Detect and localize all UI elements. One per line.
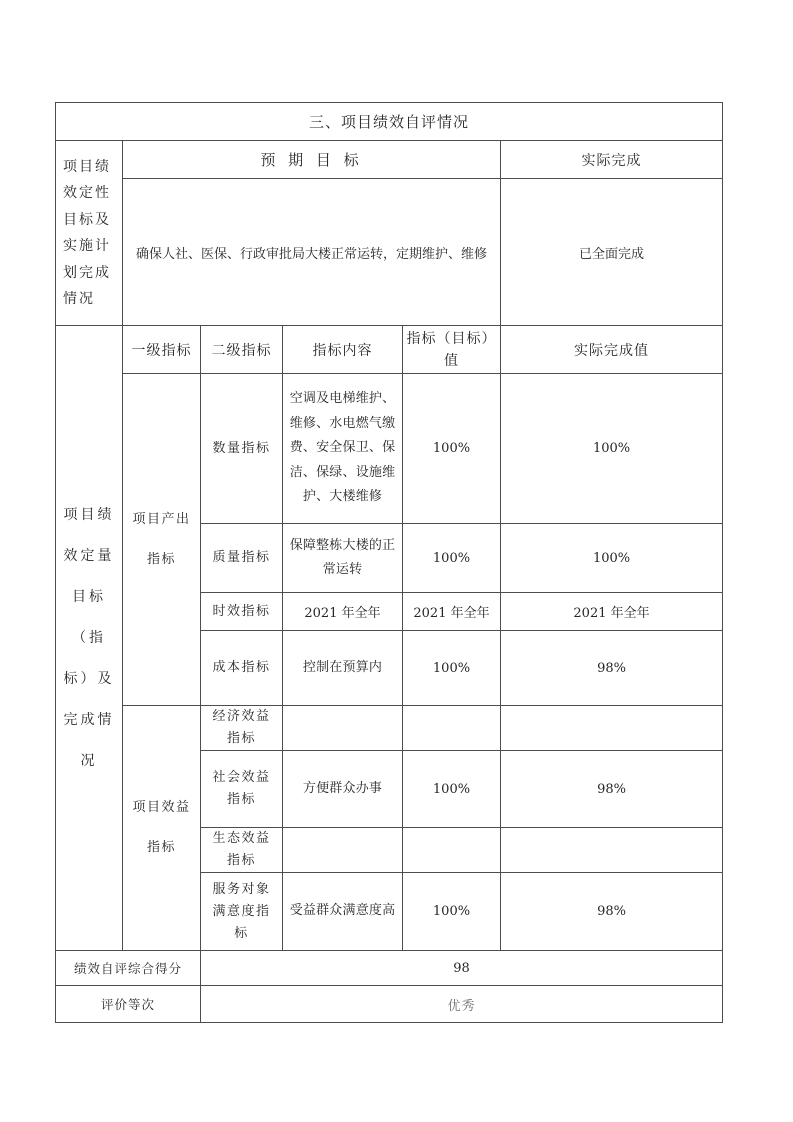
level2-cell bbox=[201, 524, 283, 593]
grade-value: 优秀 bbox=[447, 998, 476, 1014]
expected-goal-content-cell bbox=[123, 179, 501, 326]
qualitative-label: 项目绩效定性目标及实施计划完成情况 bbox=[63, 158, 111, 307]
indicator-content: 受益群众满意度高 bbox=[289, 903, 396, 919]
level1-header-cell bbox=[123, 326, 201, 374]
target-value-cell bbox=[403, 524, 501, 593]
target-value: 100% bbox=[432, 660, 471, 676]
actual-value: 100% bbox=[592, 441, 631, 456]
target-value-cell bbox=[403, 751, 501, 828]
level2-cell bbox=[201, 873, 283, 951]
level2-cell bbox=[201, 374, 283, 524]
actual-value-cell bbox=[501, 524, 723, 593]
level2-label: 经济效益指标 bbox=[212, 709, 271, 746]
score-value: 98 bbox=[453, 960, 470, 976]
section-title-cell bbox=[56, 103, 723, 141]
actual-completion-header-cell bbox=[501, 141, 723, 179]
grade-value-cell bbox=[201, 986, 723, 1023]
target-value-cell bbox=[403, 631, 501, 706]
actual-value-cell bbox=[501, 751, 723, 828]
level2-cell bbox=[201, 706, 283, 751]
score-label: 绩效自评综合得分 bbox=[73, 961, 182, 976]
target-value-cell bbox=[403, 828, 501, 873]
score-value-cell bbox=[201, 951, 723, 986]
level2-cell bbox=[201, 631, 283, 706]
content-header-cell bbox=[283, 326, 403, 374]
indicator-content: 控制在预算内 bbox=[302, 659, 383, 675]
actual-value: 98% bbox=[597, 904, 626, 919]
indicator-content: 空调及电梯维护、维修、水电燃气缴费、安全保卫、保洁、保绿、设施维护、大楼维修 bbox=[289, 391, 396, 505]
actual-value-cell bbox=[501, 374, 723, 524]
table-row bbox=[56, 179, 723, 326]
indicator-content-cell bbox=[283, 631, 403, 706]
indicator-content-cell bbox=[283, 873, 403, 951]
indicator-content-cell bbox=[283, 524, 403, 593]
table-row bbox=[56, 706, 723, 751]
target-value-cell bbox=[403, 706, 501, 751]
level1-cell-benefit bbox=[123, 706, 201, 951]
actual-completion-content: 已全面完成 bbox=[579, 246, 645, 262]
quantitative-label-cell bbox=[56, 326, 123, 951]
table-row bbox=[56, 374, 723, 524]
indicator-content: 2021 年全年 bbox=[304, 606, 381, 621]
actual-completion-content-cell bbox=[501, 179, 723, 326]
level2-cell bbox=[201, 828, 283, 873]
level2-label: 数量指标 bbox=[212, 440, 271, 456]
actual-header: 实际完成值 bbox=[574, 342, 650, 359]
level2-label: 服务对象满意度指标 bbox=[212, 881, 271, 941]
indicator-content-cell bbox=[283, 706, 403, 751]
qualitative-label-cell bbox=[56, 141, 123, 326]
score-label-cell bbox=[56, 951, 201, 986]
actual-value-cell bbox=[501, 593, 723, 631]
performance-self-evaluation-table bbox=[55, 102, 723, 1023]
content-header: 指标内容 bbox=[312, 342, 373, 359]
grade-label: 评价等次 bbox=[100, 997, 155, 1012]
actual-value: 100% bbox=[592, 550, 631, 566]
actual-value: 98% bbox=[597, 781, 626, 797]
table-row bbox=[56, 141, 723, 179]
actual-value: 98% bbox=[597, 660, 626, 676]
expected-goal-content: 确保人社、医保、行政审批局大楼正常运转，定期维护、维修 bbox=[135, 246, 487, 262]
actual-value-cell bbox=[501, 631, 723, 706]
target-value: 100% bbox=[432, 550, 471, 566]
target-value: 100% bbox=[432, 441, 471, 456]
level2-cell bbox=[201, 593, 283, 631]
level1-header: 一级指标 bbox=[131, 342, 192, 359]
table-row bbox=[56, 986, 723, 1023]
indicator-content-cell bbox=[283, 828, 403, 873]
level2-label: 成本指标 bbox=[212, 660, 271, 675]
target-value-cell bbox=[403, 593, 501, 631]
level2-cell bbox=[201, 751, 283, 828]
level1-label: 项目效益指标 bbox=[132, 800, 191, 855]
level1-cell-output bbox=[123, 374, 201, 706]
target-value: 2021 年全年 bbox=[413, 606, 490, 621]
indicator-content: 保障整栋大楼的正常运转 bbox=[289, 537, 396, 577]
expected-goal-header-cell bbox=[123, 141, 501, 179]
section-title: 三、项目绩效自评情况 bbox=[309, 113, 470, 131]
indicator-content: 方便群众办事 bbox=[302, 780, 383, 796]
indicator-content-cell bbox=[283, 751, 403, 828]
table-row bbox=[56, 951, 723, 986]
target-value: 100% bbox=[432, 781, 471, 797]
grade-label-cell bbox=[56, 986, 201, 1023]
target-header-cell bbox=[403, 326, 501, 374]
level2-label: 时效指标 bbox=[212, 603, 271, 619]
level2-label: 社会效益指标 bbox=[212, 770, 271, 807]
actual-completion-header: 实际完成 bbox=[581, 152, 642, 169]
expected-goal-header: 预 期 目 标 bbox=[260, 151, 363, 169]
actual-value-cell bbox=[501, 828, 723, 873]
target-header: 指标（目标）值 bbox=[406, 330, 497, 369]
level2-label: 生态效益指标 bbox=[212, 831, 271, 868]
actual-value-cell bbox=[501, 873, 723, 951]
actual-value: 2021 年全年 bbox=[573, 606, 650, 621]
target-value: 100% bbox=[432, 904, 471, 919]
target-value-cell bbox=[403, 374, 501, 524]
indicator-content-cell bbox=[283, 374, 403, 524]
table-row bbox=[56, 326, 723, 374]
level1-label: 项目产出指标 bbox=[132, 511, 191, 567]
actual-value-cell bbox=[501, 706, 723, 751]
target-value-cell bbox=[403, 873, 501, 951]
level2-header-cell bbox=[201, 326, 283, 374]
actual-header-cell bbox=[501, 326, 723, 374]
table-row bbox=[56, 103, 723, 141]
indicator-content-cell bbox=[283, 593, 403, 631]
level2-header: 二级指标 bbox=[211, 342, 272, 359]
level2-label: 质量指标 bbox=[212, 550, 271, 565]
quantitative-label: 项目绩效定量目标（指标）及完成情况 bbox=[63, 506, 115, 769]
